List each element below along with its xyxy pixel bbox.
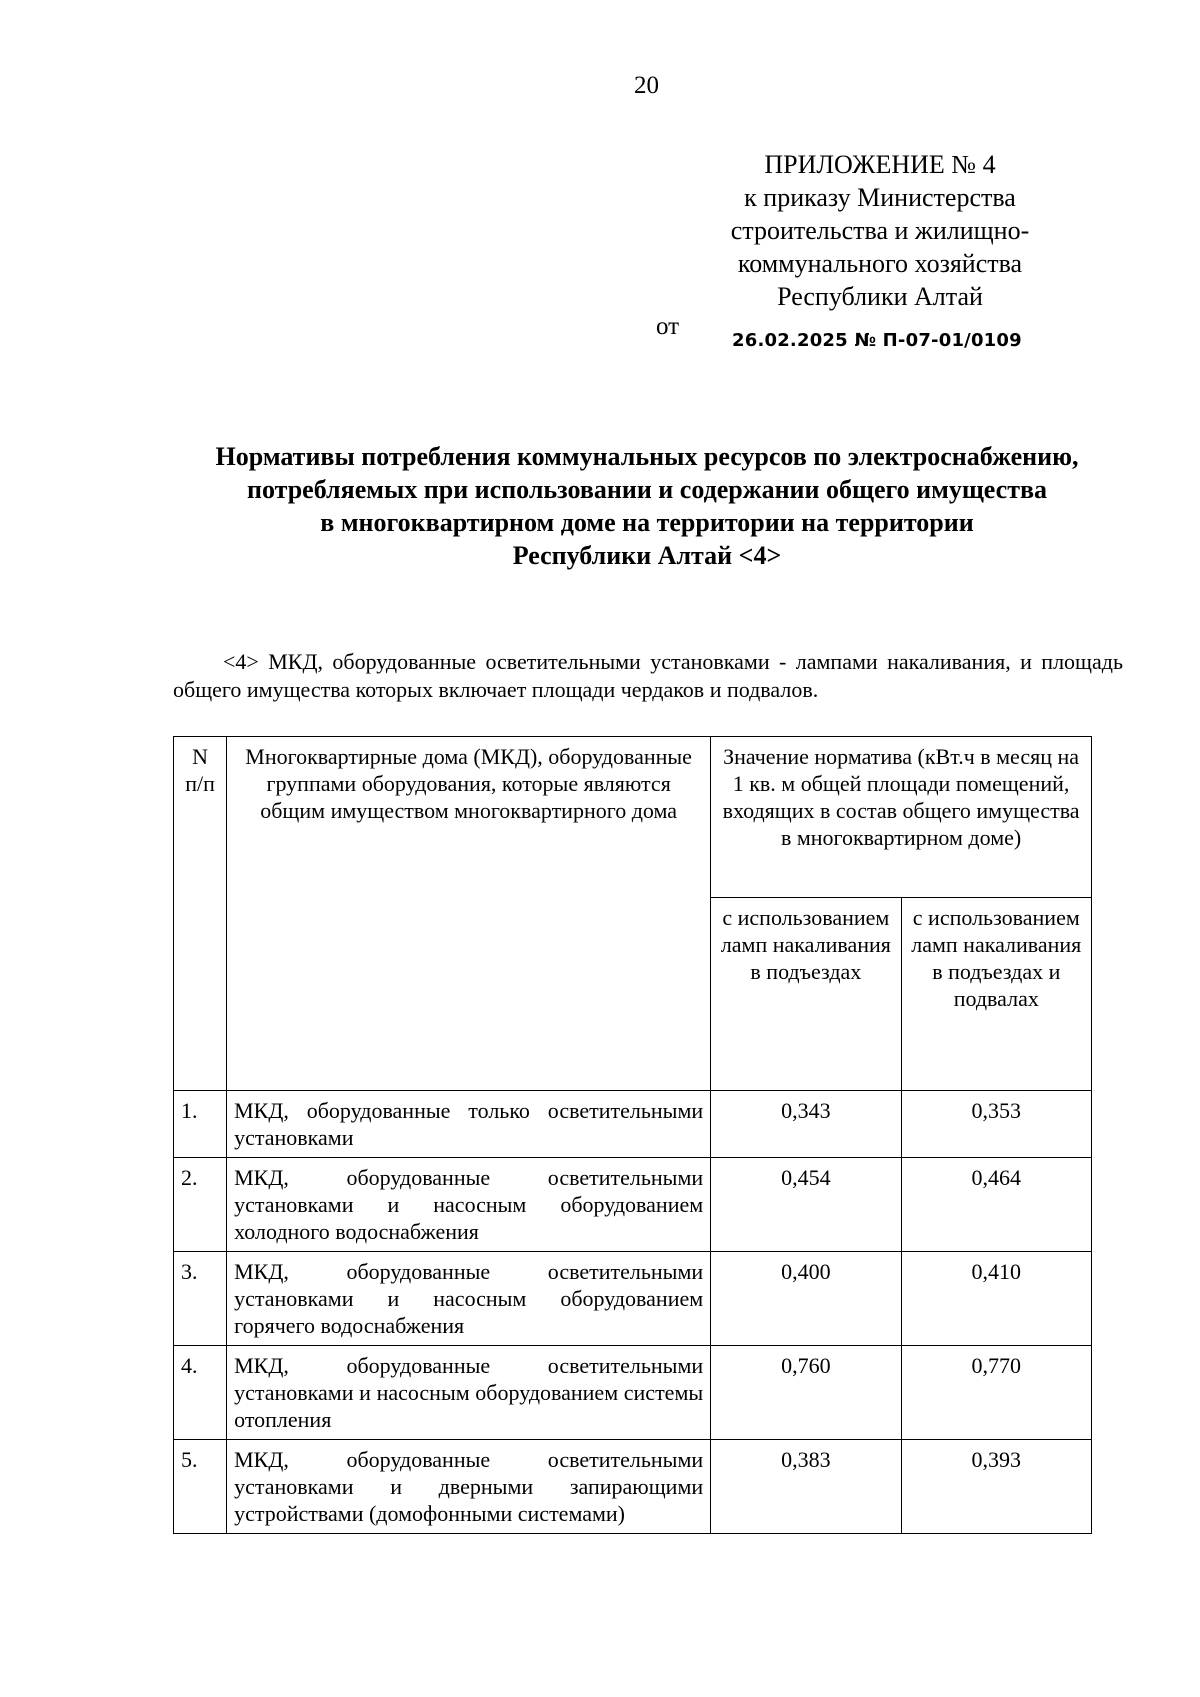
document-title (150, 440, 1144, 572)
header-num: N п/п (174, 737, 227, 1091)
row-value-1: 0,400 (711, 1252, 901, 1346)
table-row (174, 1158, 1092, 1252)
row-num: 4. (174, 1346, 227, 1440)
norms-table (173, 736, 1092, 1534)
title-line: Республики Алтай <4> (512, 541, 782, 570)
appendix-block (700, 148, 1060, 313)
row-value-2: 0,353 (901, 1091, 1091, 1158)
row-value-2: 0,770 (901, 1346, 1091, 1440)
row-num: 1. (174, 1091, 227, 1158)
row-value-2: 0,393 (901, 1440, 1091, 1534)
row-name: МКД, оборудованные осветительными установками и насосным оборудованием холодного водоснабжения (227, 1158, 711, 1252)
table-row (174, 1346, 1092, 1440)
row-num: 2. (174, 1158, 227, 1252)
row-name: МКД, оборудованные только осветительными установками (227, 1091, 711, 1158)
page-number: 20 (634, 72, 659, 99)
row-num: 5. (174, 1440, 227, 1534)
footnote-paragraph (173, 648, 1123, 704)
row-value-1: 0,343 (711, 1091, 901, 1158)
header-name: Многоквартирные дома (МКД), оборудованные группами оборудования, которые являются общим имуществом многоквартирного дома (227, 737, 711, 1091)
title-line: Нормативы потребления коммунальных ресурсов по электроснабжению, (215, 442, 1079, 471)
footnote-text: <4> МКД, оборудованные осветительными установками - лампами накаливания, и площадь общего имущества которых включает площади чердаков и подвалов. (173, 649, 1123, 702)
row-value-1: 0,760 (711, 1346, 901, 1440)
table-header-row (174, 737, 1092, 898)
row-value-1: 0,383 (711, 1440, 901, 1534)
row-num: 3. (174, 1252, 227, 1346)
row-name: МКД, оборудованные осветительными установками и насосным оборудованием системы отопления (227, 1346, 711, 1440)
appendix-line: к приказу Министерства (744, 183, 1016, 212)
table-row (174, 1440, 1092, 1534)
appendix-line: строительства и жилищно- (730, 216, 1030, 245)
header-value-entrances-basements: с использованием ламп накаливания в подъездах и подвалах (901, 898, 1091, 1091)
title-line: в многоквартирном доме на территории на территории (320, 508, 974, 537)
title-line: потребляемых при использовании и содержании общего имущества (246, 475, 1048, 504)
row-value-1: 0,454 (711, 1158, 901, 1252)
header-value-entrances: с использованием ламп накаливания в подъездах (711, 898, 901, 1091)
row-name: МКД, оборудованные осветительными установками и дверными запирающими устройствами (домофонными системами) (227, 1440, 711, 1534)
table-row (174, 1091, 1092, 1158)
row-value-2: 0,410 (901, 1252, 1091, 1346)
appendix-line: ПРИЛОЖЕНИЕ № 4 (764, 150, 996, 179)
order-date-number: 26.02.2025 № П-07-01/0109 (732, 330, 1022, 351)
appendix-line: Республики Алтай (777, 282, 983, 311)
row-name: МКД, оборудованные осветительными установками и насосным оборудованием горячего водоснабжения (227, 1252, 711, 1346)
appendix-line: коммунального хозяйства (737, 249, 1023, 278)
table-row (174, 1252, 1092, 1346)
order-ot-label: от (656, 313, 680, 340)
header-value-group: Значение норматива (кВт.ч в месяц на 1 кв. м общей площади помещений, входящих в состав общего имущества в многоквартирном доме) (711, 737, 1092, 898)
row-value-2: 0,464 (901, 1158, 1091, 1252)
